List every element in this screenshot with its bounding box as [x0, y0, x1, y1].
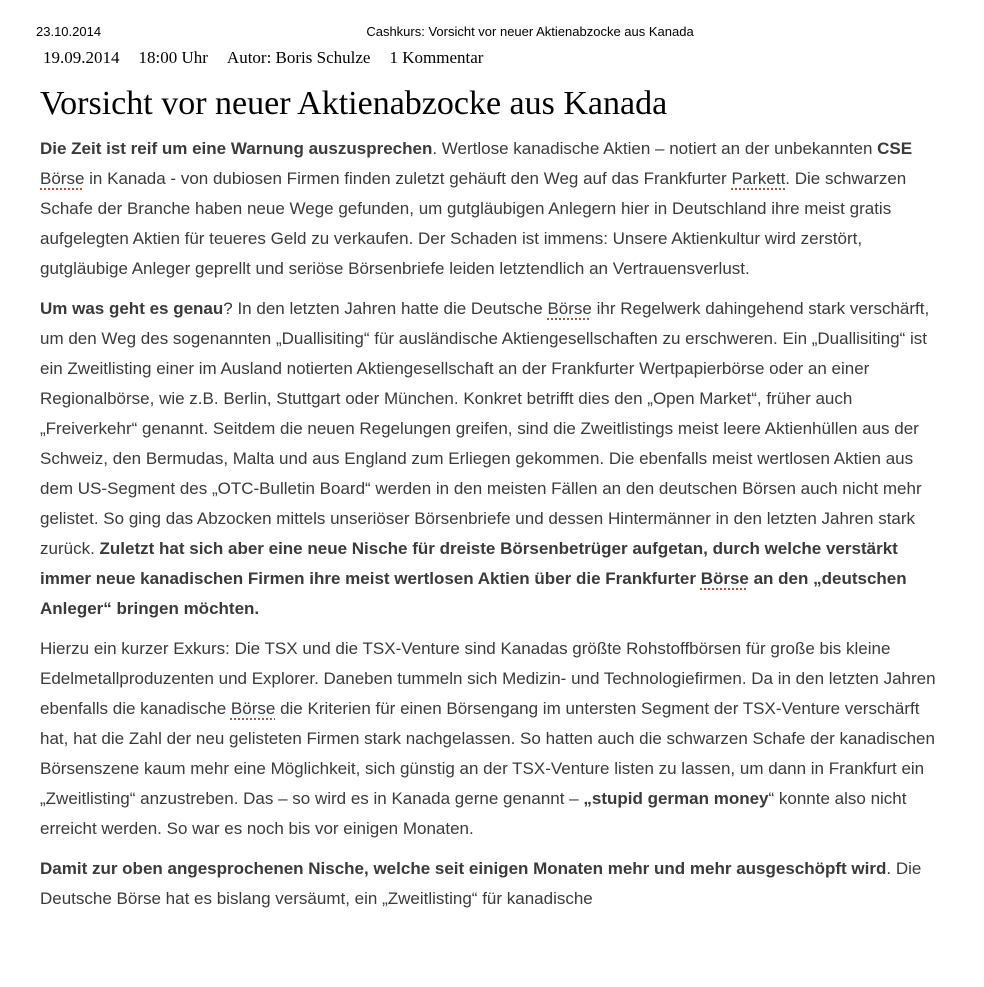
glossary-link[interactable]: Börse [547, 299, 592, 318]
article [40, 48, 944, 924]
print-header [36, 24, 948, 40]
text-run: . Wertlose kanadische Aktien – notiert an der unbekannten [432, 139, 878, 158]
text-run: Die Zeit ist reif um eine Warnung auszusprechen [40, 139, 433, 158]
article-body [40, 134, 944, 914]
text-run: Hierzu ein kurzer Exkurs: Die TSX und die TSX-Venture sind Kanadas größte Rohstoffbörsen für große bis kleine Edelmetallproduzenten und Explorer. Daneben tummeln sich Medizin- und Technologiefirmen. Da in den letzten Jahren ebenfalls die kanadische [40, 639, 936, 718]
text-run: „stupid german money [583, 789, 769, 808]
article-meta [40, 48, 944, 70]
glossary-link[interactable]: Börse [230, 699, 276, 718]
glossary-link[interactable]: Börse [40, 169, 85, 188]
article-paragraph [40, 294, 944, 624]
text-run: . Die schwarzen Schafe der Branche haben neue Wege gefunden, um gutgläubigen Anlegern hier in Deutschland ihre meist gratis aufgelegten Aktien für teueres Geld zu verkaufen. Der Schaden ist immens: Unsere Aktienkultur wird zerstört, gutgläubige Anleger geprellt und seriöse Börsenbriefe leiden letztendlich an Vertrauensverlust. [40, 169, 907, 278]
text-run: CSE [877, 139, 913, 158]
article-time: 18:00 Uhr [138, 48, 208, 67]
text-run: . Die Deutsche Börse hat es bislang versäumt, ein „Zweitlisting“ für kanadische [40, 859, 922, 908]
glossary-link[interactable]: Börse [700, 569, 749, 588]
text-run: Damit zur oben angesprochenen Nische, welche seit einigen Monaten mehr und mehr ausgeschöpft wird [40, 859, 887, 878]
text-run: in Kanada - von dubiosen Firmen finden zuletzt gehäuft den Weg auf das Frankfurter [84, 169, 732, 188]
text-run: die Kriterien für einen Börsengang im untersten Segment der TSX-Venture verschärft hat, hat die Zahl der neu gelisteten Firmen stark nachgelassen. So hatten auch die schwarzen Schafe der kanadischen Börsenszene kaum mehr eine Möglichkeit, sich günstig an der TSX-Venture listen zu lassen, um dann in Frankfurt ein „Zweitlisting“ anzustreben. Das – so wird es in Kanada gerne genannt – [40, 699, 935, 808]
article-paragraph [40, 854, 944, 914]
text-run: ihr Regelwerk dahingehend stark verschärft, um den Weg des sogenannten „Duallisiting“ für ausländische Aktiengesellschaften zu erschweren. Ein „Duallisiting“ ist ein Zweitlisting einer im Ausland notierten Aktiengesellschaft an der Frankfurter Wertpapierbörse oder an einer Regionalbörse, wie z.B. Berlin, Stuttgart oder München. Konkret betrifft dies den „Open Market“, früher auch „Freiverkehr“ genannt. Seitdem die neuen Regelungen greifen, sind die Zweitlistings meist leere Aktienhüllen aus der Schweiz, den Bermudas, Malta und aus England zum Erliegen gekommen. Die ebenfalls meist wertlosen Aktien aus dem US-Segment des „OTC-Bulletin Board“ werden in den meisten Fällen an den deutschen Börsen auch nicht mehr gelistet. So ging das Abzocken mittels unseriöser Börsenbriefe und dessen Hintermänner in den letzten Jahren stark zurück. [40, 299, 930, 558]
article-paragraph [40, 634, 944, 844]
print-header-date: 23.10.2014 [36, 24, 102, 39]
article-author: Autor: Boris Schulze [226, 48, 371, 67]
text-run: ? In den letzten Jahren hatte die Deutsche [223, 299, 548, 318]
glossary-link[interactable]: Parkett [731, 169, 786, 188]
print-header-document-title: Cashkurs: Vorsicht vor neuer Aktienabzocke aus Kanada [366, 24, 694, 39]
text-run: Zuletzt hat sich aber eine neue Nische für dreiste Börsenbetrüger aufgetan, durch welche verstärkt immer neue kanadischen Firmen ihre meist wertlosen Aktien über die Frankfurter [40, 539, 898, 588]
text-run: an den „deutschen Anleger“ bringen möchten. [40, 569, 907, 618]
page-title: Vorsicht vor neuer Aktienabzocke aus Kanada [40, 85, 668, 122]
comments-link[interactable]: 1 Kommentar [389, 48, 484, 67]
article-paragraph [40, 134, 944, 284]
text-run: “ konnte also nicht erreicht werden. So war es noch bis vor einigen Monaten. [40, 789, 907, 838]
article-date: 19.09.2014 [43, 48, 120, 67]
text-run: Um was geht es genau [40, 299, 224, 318]
